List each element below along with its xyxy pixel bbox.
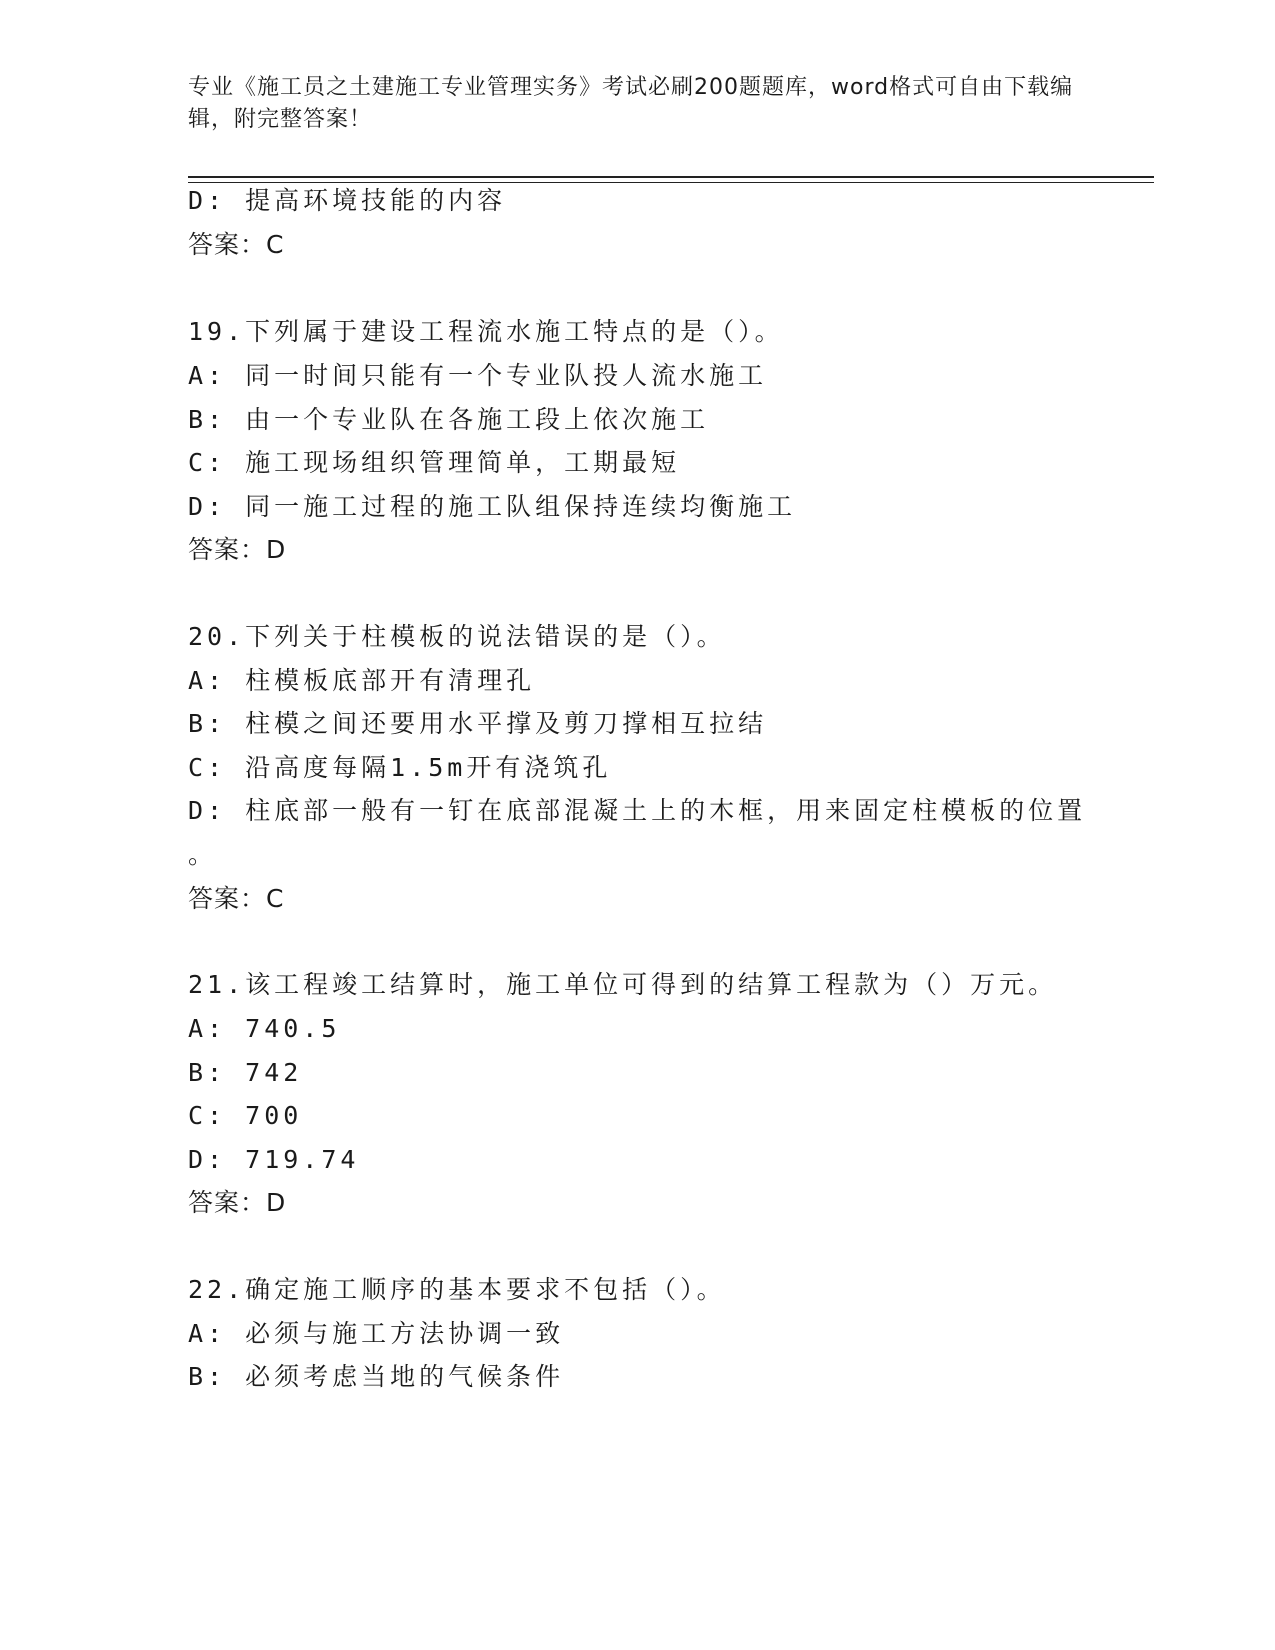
option-line: D: 提高环境技能的内容 — [188, 186, 507, 215]
option-line: B: 742 — [188, 1058, 303, 1087]
option-line: A: 柱模板底部开有清理孔 — [188, 666, 536, 695]
option-line: A: 740.5 — [188, 1014, 341, 1043]
answer-line: 答案：D — [188, 535, 287, 564]
question-line: 21.该工程竣工结算时，施工单位可得到的结算工程款为（）万元。 — [188, 970, 1058, 999]
option-line: B: 柱模之间还要用水平撑及剪刀撑相互拉结 — [188, 709, 768, 738]
answer-line: 答案：D — [188, 1188, 287, 1217]
option-line: C: 施工现场组织管理简单，工期最短 — [188, 448, 681, 477]
question-line: 22.确定施工顺序的基本要求不包括（）。 — [188, 1275, 726, 1304]
header-divider-thick — [188, 176, 1154, 178]
option-line: C: 沿高度每隔1.5m开有浇筑孔 — [188, 753, 612, 782]
option-line: C: 700 — [188, 1101, 303, 1130]
option-line: A: 同一时间只能有一个专业队投人流水施工 — [188, 361, 768, 390]
answer-line: 答案：C — [188, 884, 285, 913]
option-line: D: 柱底部一般有一钉在底部混凝土上的木框，用来固定柱模板的位置 — [188, 796, 1087, 825]
document-header: 专业《施工员之土建施工专业管理实务》考试必刷200题题库，word格式可自由下载编辑，附完整答案！ — [188, 75, 1074, 132]
header-divider-thin — [188, 182, 1154, 183]
option-continuation: 。 — [188, 840, 218, 869]
option-line: D: 719.74 — [188, 1145, 360, 1174]
option-line: B: 由一个专业队在各施工段上依次施工 — [188, 405, 710, 434]
option-line: A: 必须与施工方法协调一致 — [188, 1319, 565, 1348]
option-line: B: 必须考虑当地的气候条件 — [188, 1362, 565, 1391]
question-line: 20.下列关于柱模板的说法错误的是（）。 — [188, 622, 726, 651]
option-line: D: 同一施工过程的施工队组保持连续均衡施工 — [188, 492, 797, 521]
question-line: 19.下列属于建设工程流水施工特点的是（）。 — [188, 317, 784, 346]
answer-line: 答案：C — [188, 230, 285, 259]
